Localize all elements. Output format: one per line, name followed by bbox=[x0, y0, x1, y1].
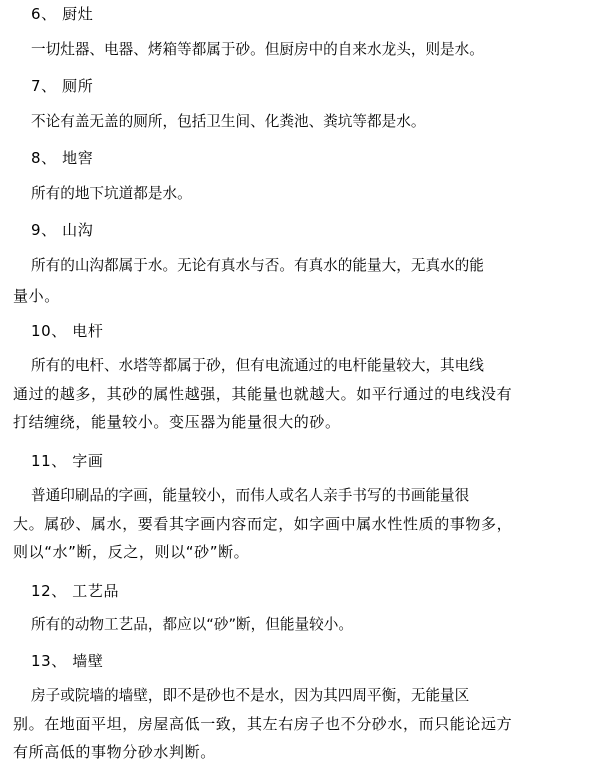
section-heading: 8、 地窖 bbox=[31, 149, 94, 167]
section-text-line: 不论有盖无盖的厕所，包括卫生间、化粪池、粪坑等都是水。 bbox=[31, 113, 426, 130]
section-heading: 10、 电杆 bbox=[31, 322, 104, 340]
section-text-line: 所有的电杆、水塔等都属于砂，但有电流通过的电杆能量较大，其电线 bbox=[31, 357, 484, 374]
section-text-line: 量小。 bbox=[13, 287, 60, 305]
section-text-line: 大。属砂、属水，要看其字画内容而定，如字画中属水性性质的事物多， bbox=[13, 515, 513, 533]
section-text-line: 普通印刷品的字画，能量较小，而伟人或名人亲手书写的书画能量很 bbox=[31, 487, 470, 504]
section-heading: 13、 墙壁 bbox=[31, 652, 104, 670]
section-text-line: 所有的山沟都属于水。无论有真水与否。有真水的能量大，无真水的能 bbox=[31, 257, 484, 274]
section-heading: 6、 厨灶 bbox=[31, 5, 94, 23]
section-text-line: 打结缠绕，能量较小。变压器为能量很大的砂。 bbox=[13, 413, 341, 431]
section-text-line: 所有的地下坑道都是水。 bbox=[31, 185, 192, 202]
section-heading: 12、 工艺品 bbox=[31, 582, 120, 600]
section-text-line: 有所高低的事物分砂水判断。 bbox=[13, 743, 216, 761]
section-heading: 9、 山沟 bbox=[31, 221, 94, 239]
section-text-line: 所有的动物工艺品，都应以“砂”断，但能量较小。 bbox=[31, 616, 353, 633]
section-text-line: 通过的越多，其砂的属性越强，其能量也就越大。如平行通过的电线没有 bbox=[13, 385, 513, 403]
section-text-line: 房子或院墙的墙壁，即不是砂也不是水，因为其四周平衡，无能量区 bbox=[31, 687, 470, 704]
section-heading: 11、 字画 bbox=[31, 452, 104, 470]
section-text-line: 一切灶器、电器、烤箱等都属于砂。但厨房中的自来水龙头，则是水。 bbox=[31, 41, 484, 58]
section-heading: 7、 厕所 bbox=[31, 77, 94, 95]
section-text-line: 别。在地面平坦，房屋高低一致，其左右房子也不分砂水，而只能论远方 bbox=[13, 715, 513, 733]
section-text-line: 则以“水”断，反之，则以“砂”断。 bbox=[13, 543, 250, 561]
